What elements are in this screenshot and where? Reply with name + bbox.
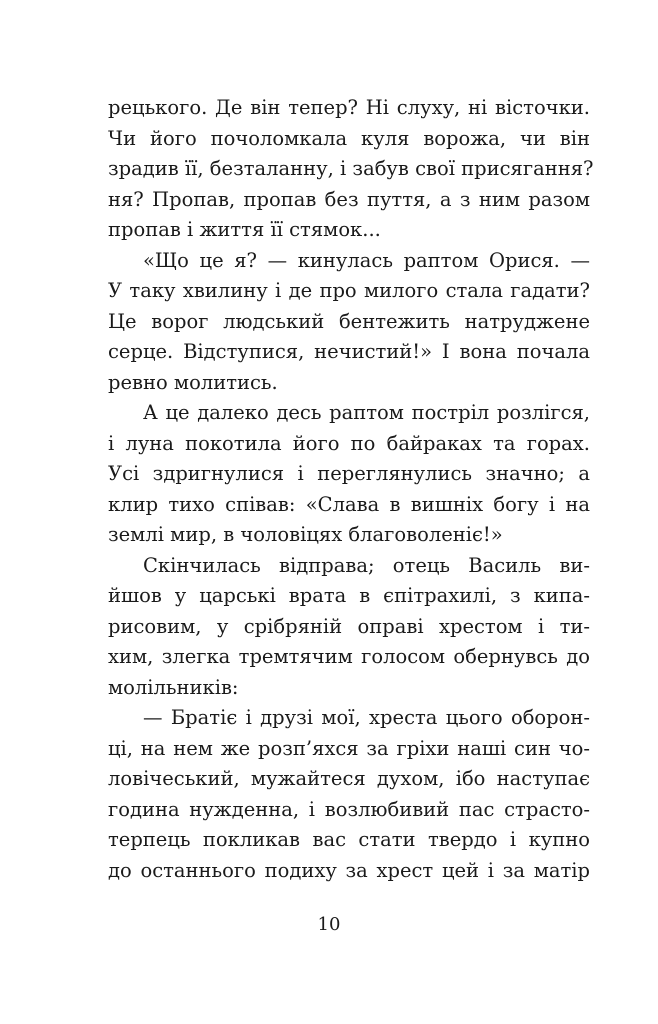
- text-line: клир тихо співав: «Слава в вишніх богу і на: [108, 492, 590, 516]
- text-line: Скінчилась відправа; отець Василь ви-: [143, 553, 590, 577]
- text-line: до останнього подиху за хрест цей і за матір: [108, 858, 590, 882]
- text-line: землі мир, в чоловіцях благоволеніє!»: [108, 523, 503, 546]
- text-line: ревно молитись.: [108, 370, 278, 394]
- text-line: ці, на нем же розп’яхся за гріхи наші син чо-: [108, 736, 590, 760]
- text-line: «Що це я? — кинулась раптом Орися. —: [143, 248, 590, 272]
- text-line: пропав і життя її стямок...: [108, 218, 381, 241]
- text-line: хим, злегка тремтячим голосом обернувсь до: [108, 645, 590, 668]
- text-line: рецького. Де він тепер? Ні слуху, ні вісточки.: [108, 96, 590, 119]
- text-line: ня? Пропав, пропав без пуття, а з ним разом: [108, 187, 590, 211]
- text-line: У таку хвилину і де про милого стала гадати?: [108, 279, 590, 302]
- text-line: молільників:: [108, 675, 239, 699]
- body-text: [108, 93, 594, 886]
- page-number: 10: [317, 914, 341, 935]
- text-line: Усі здригнулися і переглянулись значно; а: [108, 462, 590, 485]
- text-line: Це ворог людський бентежить натруджене: [108, 309, 590, 333]
- text-line: йшов у царські врата в єпітрахилі, з кипа-: [108, 584, 590, 607]
- text-line: — Братіє і друзі мої, хреста цього оборон-: [143, 706, 590, 729]
- text-line: година нужденна, і возлюбивий пас страсто-: [108, 797, 590, 821]
- text-line: серце. Відступися, нечистий!» І вона почала: [108, 340, 590, 363]
- text-line: ловічеський, мужайтеся духом, ібо наступає: [108, 767, 590, 790]
- text-line: терпець покликав вас стати твердо і купно: [108, 828, 590, 851]
- text-line: і луна покотила його по байраках та горах.: [108, 431, 590, 455]
- text-line: Чи його почоломкала куля ворожа, чи він: [108, 126, 590, 150]
- text-line: зрадив її, безталанну, і забув свої присягання?: [108, 157, 594, 180]
- text-line: А це далеко десь раптом постріл розлігся,: [143, 401, 590, 424]
- text-line: рисовим, у срібряній оправі хрестом і ти-: [108, 614, 590, 638]
